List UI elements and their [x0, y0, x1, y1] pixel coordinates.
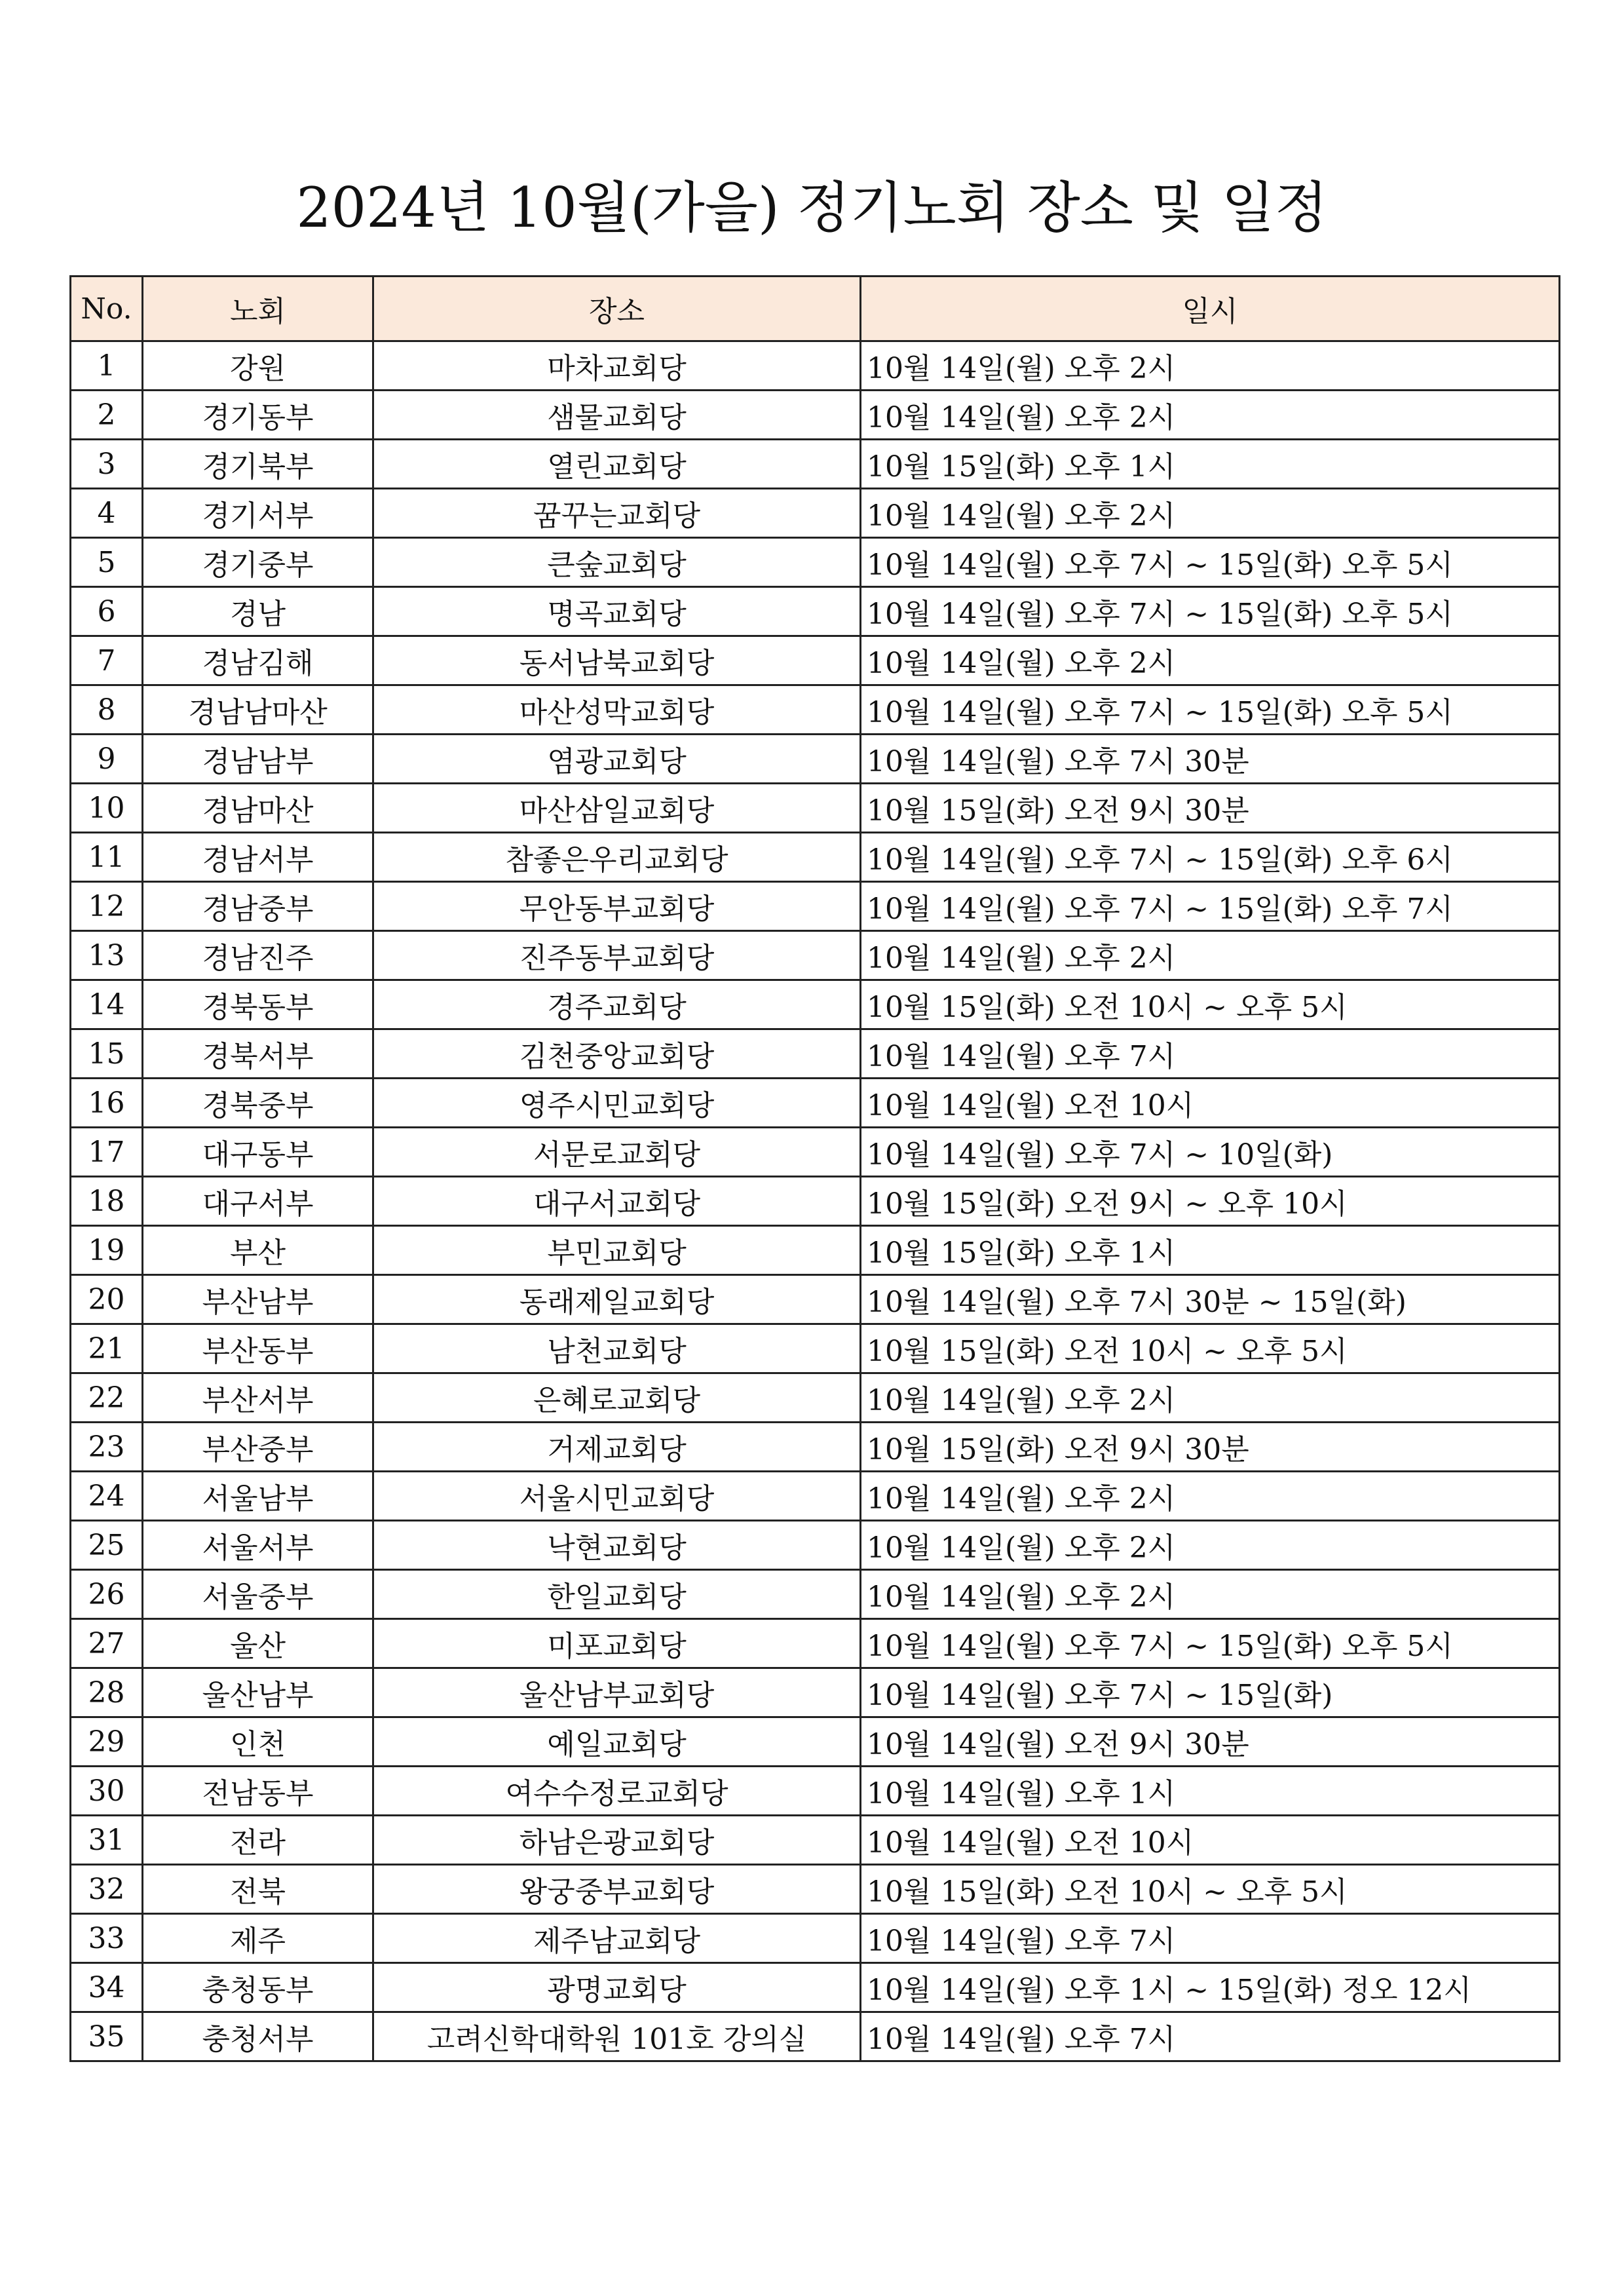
table-row	[71, 391, 1560, 440]
cell-presbytery: 울산남부	[143, 1668, 373, 1717]
header-no: No.	[71, 277, 143, 341]
header-presbytery: 노회	[143, 277, 373, 341]
schedule-table	[69, 275, 1560, 2062]
table-row	[71, 685, 1560, 735]
table-header-row	[71, 277, 1560, 341]
table-row	[71, 587, 1560, 636]
cell-datetime: 10월 14일(월) 오전 9시 30분	[861, 1717, 1560, 1767]
table-row	[71, 489, 1560, 538]
table-row	[71, 1717, 1560, 1767]
cell-presbytery: 경북동부	[143, 980, 373, 1029]
table-row	[71, 1373, 1560, 1423]
cell-presbytery: 경남김해	[143, 636, 373, 685]
cell-datetime: 10월 14일(월) 오후 7시 ~ 15일(화) 오후 6시	[861, 833, 1560, 882]
cell-datetime: 10월 15일(화) 오전 10시 ~ 오후 5시	[861, 980, 1560, 1029]
cell-presbytery: 충청동부	[143, 1963, 373, 2012]
cell-datetime: 10월 14일(월) 오후 7시 ~ 15일(화) 오후 5시	[861, 685, 1560, 735]
table-row	[71, 1472, 1560, 1521]
cell-presbytery: 경기서부	[143, 489, 373, 538]
cell-no: 12	[71, 882, 143, 931]
cell-presbytery: 경기중부	[143, 538, 373, 587]
cell-presbytery: 전라	[143, 1816, 373, 1865]
cell-place: 동서남북교회당	[373, 636, 861, 685]
cell-datetime: 10월 15일(화) 오전 9시 30분	[861, 784, 1560, 833]
cell-presbytery: 강원	[143, 341, 373, 391]
cell-datetime: 10월 14일(월) 오후 2시	[861, 391, 1560, 440]
cell-place: 참좋은우리교회당	[373, 833, 861, 882]
cell-datetime: 10월 14일(월) 오후 2시	[861, 636, 1560, 685]
cell-place: 하남은광교회당	[373, 1816, 861, 1865]
table-body	[71, 341, 1560, 2061]
cell-no: 32	[71, 1865, 143, 1914]
cell-place: 고려신학대학원 101호 강의실	[373, 2012, 861, 2061]
cell-place: 거제교회당	[373, 1423, 861, 1472]
header-place: 장소	[373, 277, 861, 341]
table-row	[71, 1570, 1560, 1619]
table-row	[71, 1865, 1560, 1914]
cell-presbytery: 부산동부	[143, 1324, 373, 1373]
cell-no: 1	[71, 341, 143, 391]
cell-datetime: 10월 14일(월) 오후 1시	[861, 1767, 1560, 1816]
table-row	[71, 833, 1560, 882]
cell-no: 18	[71, 1177, 143, 1226]
cell-place: 동래제일교회당	[373, 1275, 861, 1324]
table-row	[71, 2012, 1560, 2061]
cell-no: 26	[71, 1570, 143, 1619]
table-row	[71, 784, 1560, 833]
cell-no: 28	[71, 1668, 143, 1717]
cell-datetime: 10월 14일(월) 오후 7시 ~ 15일(화)	[861, 1668, 1560, 1717]
table-row	[71, 538, 1560, 587]
table-row	[71, 1914, 1560, 1963]
cell-place: 마차교회당	[373, 341, 861, 391]
cell-place: 진주동부교회당	[373, 931, 861, 980]
cell-no: 27	[71, 1619, 143, 1668]
cell-place: 염광교회당	[373, 735, 861, 784]
cell-no: 19	[71, 1226, 143, 1275]
cell-no: 13	[71, 931, 143, 980]
cell-presbytery: 경남남마산	[143, 685, 373, 735]
cell-datetime: 10월 14일(월) 오후 7시 ~ 15일(화) 오후 5시	[861, 1619, 1560, 1668]
cell-place: 열린교회당	[373, 440, 861, 489]
table-row	[71, 1029, 1560, 1079]
header-datetime: 일시	[861, 277, 1560, 341]
cell-no: 2	[71, 391, 143, 440]
table-row	[71, 1963, 1560, 2012]
cell-place: 미포교회당	[373, 1619, 861, 1668]
cell-no: 7	[71, 636, 143, 685]
cell-place: 왕궁중부교회당	[373, 1865, 861, 1914]
table-row	[71, 440, 1560, 489]
cell-place: 은혜로교회당	[373, 1373, 861, 1423]
cell-no: 29	[71, 1717, 143, 1767]
cell-place: 명곡교회당	[373, 587, 861, 636]
table-row	[71, 341, 1560, 391]
cell-datetime: 10월 15일(화) 오후 1시	[861, 1226, 1560, 1275]
cell-no: 10	[71, 784, 143, 833]
cell-no: 22	[71, 1373, 143, 1423]
cell-no: 20	[71, 1275, 143, 1324]
cell-place: 여수수정로교회당	[373, 1767, 861, 1816]
table-row	[71, 1324, 1560, 1373]
cell-no: 23	[71, 1423, 143, 1472]
cell-presbytery: 서울남부	[143, 1472, 373, 1521]
cell-datetime: 10월 14일(월) 오후 2시	[861, 1472, 1560, 1521]
cell-datetime: 10월 14일(월) 오후 7시 ~ 15일(화) 오후 5시	[861, 538, 1560, 587]
cell-datetime: 10월 14일(월) 오후 7시 30분 ~ 15일(화)	[861, 1275, 1560, 1324]
cell-presbytery: 전남동부	[143, 1767, 373, 1816]
cell-datetime: 10월 15일(화) 오후 1시	[861, 440, 1560, 489]
table-row	[71, 1177, 1560, 1226]
cell-no: 33	[71, 1914, 143, 1963]
cell-datetime: 10월 14일(월) 오전 10시	[861, 1816, 1560, 1865]
cell-presbytery: 대구동부	[143, 1128, 373, 1177]
cell-presbytery: 대구서부	[143, 1177, 373, 1226]
cell-presbytery: 전북	[143, 1865, 373, 1914]
cell-datetime: 10월 15일(화) 오전 9시 ~ 오후 10시	[861, 1177, 1560, 1226]
table-row	[71, 882, 1560, 931]
cell-presbytery: 서울서부	[143, 1521, 373, 1570]
cell-place: 예일교회당	[373, 1717, 861, 1767]
table-row	[71, 980, 1560, 1029]
cell-no: 16	[71, 1079, 143, 1128]
cell-datetime: 10월 14일(월) 오후 2시	[861, 489, 1560, 538]
table-row	[71, 1423, 1560, 1472]
cell-datetime: 10월 14일(월) 오후 7시 ~ 15일(화) 오후 5시	[861, 587, 1560, 636]
table-row	[71, 1767, 1560, 1816]
cell-datetime: 10월 14일(월) 오후 1시 ~ 15일(화) 정오 12시	[861, 1963, 1560, 2012]
cell-presbytery: 경남마산	[143, 784, 373, 833]
cell-place: 김천중앙교회당	[373, 1029, 861, 1079]
cell-presbytery: 부산	[143, 1226, 373, 1275]
cell-presbytery: 경북서부	[143, 1029, 373, 1079]
cell-presbytery: 경기동부	[143, 391, 373, 440]
cell-place: 서문로교회당	[373, 1128, 861, 1177]
cell-presbytery: 제주	[143, 1914, 373, 1963]
cell-presbytery: 부산중부	[143, 1423, 373, 1472]
cell-place: 영주시민교회당	[373, 1079, 861, 1128]
cell-no: 14	[71, 980, 143, 1029]
cell-presbytery: 경남	[143, 587, 373, 636]
table-row	[71, 931, 1560, 980]
cell-datetime: 10월 15일(화) 오전 9시 30분	[861, 1423, 1560, 1472]
cell-no: 11	[71, 833, 143, 882]
cell-datetime: 10월 14일(월) 오후 7시	[861, 2012, 1560, 2061]
cell-presbytery: 서울중부	[143, 1570, 373, 1619]
cell-datetime: 10월 14일(월) 오후 7시 ~ 10일(화)	[861, 1128, 1560, 1177]
cell-datetime: 10월 14일(월) 오후 7시 30분	[861, 735, 1560, 784]
cell-place: 낙현교회당	[373, 1521, 861, 1570]
cell-datetime: 10월 14일(월) 오후 7시 ~ 15일(화) 오후 7시	[861, 882, 1560, 931]
cell-place: 부민교회당	[373, 1226, 861, 1275]
cell-datetime: 10월 14일(월) 오후 7시	[861, 1029, 1560, 1079]
cell-datetime: 10월 14일(월) 오후 2시	[861, 1521, 1560, 1570]
cell-place: 무안동부교회당	[373, 882, 861, 931]
cell-place: 남천교회당	[373, 1324, 861, 1373]
cell-place: 큰숲교회당	[373, 538, 861, 587]
cell-no: 21	[71, 1324, 143, 1373]
table-row	[71, 1079, 1560, 1128]
cell-place: 울산남부교회당	[373, 1668, 861, 1717]
table-row	[71, 1275, 1560, 1324]
cell-place: 한일교회당	[373, 1570, 861, 1619]
table-row	[71, 1619, 1560, 1668]
cell-place: 광명교회당	[373, 1963, 861, 2012]
cell-no: 5	[71, 538, 143, 587]
cell-no: 31	[71, 1816, 143, 1865]
cell-no: 35	[71, 2012, 143, 2061]
cell-place: 대구서교회당	[373, 1177, 861, 1226]
cell-presbytery: 경기북부	[143, 440, 373, 489]
cell-no: 15	[71, 1029, 143, 1079]
table-row	[71, 1128, 1560, 1177]
cell-place: 꿈꾸는교회당	[373, 489, 861, 538]
cell-datetime: 10월 14일(월) 오후 2시	[861, 931, 1560, 980]
table-row	[71, 1816, 1560, 1865]
cell-place: 서울시민교회당	[373, 1472, 861, 1521]
cell-place: 마산성막교회당	[373, 685, 861, 735]
cell-no: 8	[71, 685, 143, 735]
cell-datetime: 10월 15일(화) 오전 10시 ~ 오후 5시	[861, 1865, 1560, 1914]
cell-presbytery: 경남중부	[143, 882, 373, 931]
cell-datetime: 10월 14일(월) 오후 2시	[861, 1373, 1560, 1423]
cell-no: 3	[71, 440, 143, 489]
table-row	[71, 1521, 1560, 1570]
cell-no: 24	[71, 1472, 143, 1521]
cell-no: 17	[71, 1128, 143, 1177]
cell-datetime: 10월 15일(화) 오전 10시 ~ 오후 5시	[861, 1324, 1560, 1373]
cell-no: 25	[71, 1521, 143, 1570]
cell-no: 34	[71, 1963, 143, 2012]
cell-datetime: 10월 14일(월) 오후 2시	[861, 1570, 1560, 1619]
cell-presbytery: 경북중부	[143, 1079, 373, 1128]
cell-place: 마산삼일교회당	[373, 784, 861, 833]
table-row	[71, 1668, 1560, 1717]
table-row	[71, 636, 1560, 685]
cell-place: 제주남교회당	[373, 1914, 861, 1963]
cell-presbytery: 경남남부	[143, 735, 373, 784]
cell-no: 30	[71, 1767, 143, 1816]
cell-presbytery: 인천	[143, 1717, 373, 1767]
cell-place: 경주교회당	[373, 980, 861, 1029]
cell-no: 4	[71, 489, 143, 538]
table-row	[71, 1226, 1560, 1275]
cell-no: 6	[71, 587, 143, 636]
cell-datetime: 10월 14일(월) 오전 10시	[861, 1079, 1560, 1128]
cell-presbytery: 경남진주	[143, 931, 373, 980]
cell-datetime: 10월 14일(월) 오후 2시	[861, 341, 1560, 391]
cell-no: 9	[71, 735, 143, 784]
cell-presbytery: 울산	[143, 1619, 373, 1668]
cell-presbytery: 부산남부	[143, 1275, 373, 1324]
page-title: 2024년 10월(가을) 정기노회 장소 및 일정	[296, 176, 1328, 240]
cell-place: 샘물교회당	[373, 391, 861, 440]
cell-datetime: 10월 14일(월) 오후 7시	[861, 1914, 1560, 1963]
cell-presbytery: 충청서부	[143, 2012, 373, 2061]
cell-presbytery: 경남서부	[143, 833, 373, 882]
table-row	[71, 735, 1560, 784]
cell-presbytery: 부산서부	[143, 1373, 373, 1423]
